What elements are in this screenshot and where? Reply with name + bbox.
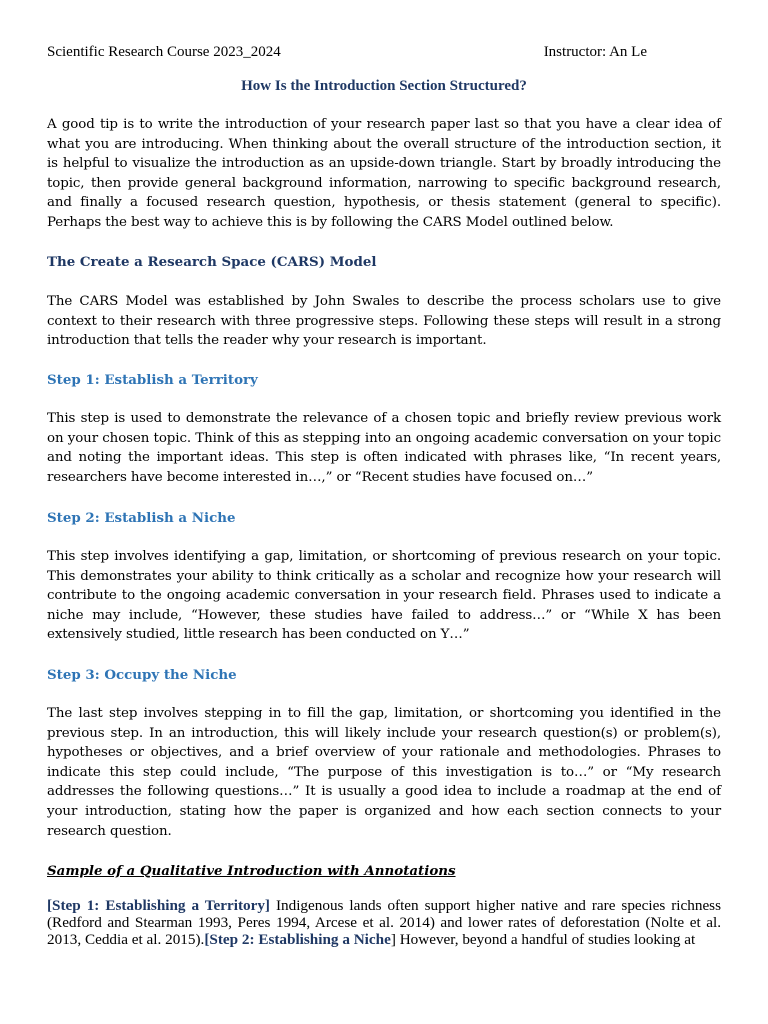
step-3-heading: Step 3: Occupy the Niche	[47, 667, 237, 683]
annotation-step-2-close: ]	[390, 931, 396, 948]
step-3-paragraph: The last step involves stepping in to fill the gap, limitation, or shortcoming you identified in the previous step. In an introduction, this will likely include your research question(s) or problem(s), hypotheses or objectives, and a brief overview of your rationale and methodologies. Phrases to indicate this step could include, “The purpose of this investigation is to…” or “My research addresses the following questions…” It is usually a good idea to include a roadmap at the end of your introduction, stating how the paper is organized and how each section connects to your research question.	[47, 706, 721, 839]
annotation-step-1: [Step 1: Establishing a Territory]	[47, 897, 270, 914]
step-2-paragraph: This step involves identifying a gap, limitation, or shortcoming of previous research on your topic. This demonstrates your ability to think critically as a scholar and recognize how your research will contribute to the ongoing academic conversation in your research field. Phrases used to indicate a niche may include, “However, these studies have failed to address…” or “While X has been extensively studied, little research has been conducted on Y…”	[47, 549, 721, 643]
step-1-heading: Step 1: Establish a Territory	[47, 372, 258, 388]
step-2-heading: Step 2: Establish a Niche	[47, 510, 236, 526]
page-header	[47, 42, 721, 62]
page-title: How Is the Introduction Section Structured?	[241, 78, 527, 94]
course-name: Scientific Research Course 2023_2024	[47, 44, 281, 60]
annotation-step-2: [Step 2: Establishing a Niche	[204, 931, 391, 948]
sample-text-1: Indigenous lands often support higher native and rare species richness (Redford and Stearman 1993, Peres 1994, Arcese et al. 2014) and lower rates of deforestation (Nolte et al. 2013, Ceddia et al. 2015).	[47, 897, 722, 948]
intro-paragraph: A good tip is to write the introduction of your research paper last so that you have a clear idea of what you are introducing. When thinking about the overall structure of the introduction section, it is helpful to visualize the introduction as an upside-down triangle. Start by broadly introducing the topic, then provide general background information, narrowing to specific background research, and finally a focused research question, hypothesis, or thesis statement (general to specific). Perhaps the best way to achieve this is by following the CARS Model outlined below.	[47, 117, 721, 230]
instructor-name: Instructor: An Le	[543, 44, 647, 60]
sample-paragraph	[47, 897, 721, 948]
sample-heading: Sample of a Qualitative Introduction with Annotations	[47, 863, 456, 879]
sample-text-2: However, beyond a handful of studies looking at	[395, 931, 696, 948]
cars-paragraph: The CARS Model was established by John Swales to describe the process scholars use to give context to their research with three progressive steps. Following these steps will result in a strong introduction that tells the reader why your research is important.	[47, 294, 721, 349]
cars-heading: The Create a Research Space (CARS) Model	[47, 254, 377, 270]
step-1-paragraph: This step is used to demonstrate the relevance of a chosen topic and briefly review previous work on your chosen topic. Think of this as stepping into an ongoing academic conversation on your topic and noting the important ideas. This step is often indicated with phrases like, “In recent years, researchers have become interested in…,” or “Recent studies have focused on…”	[47, 411, 721, 485]
